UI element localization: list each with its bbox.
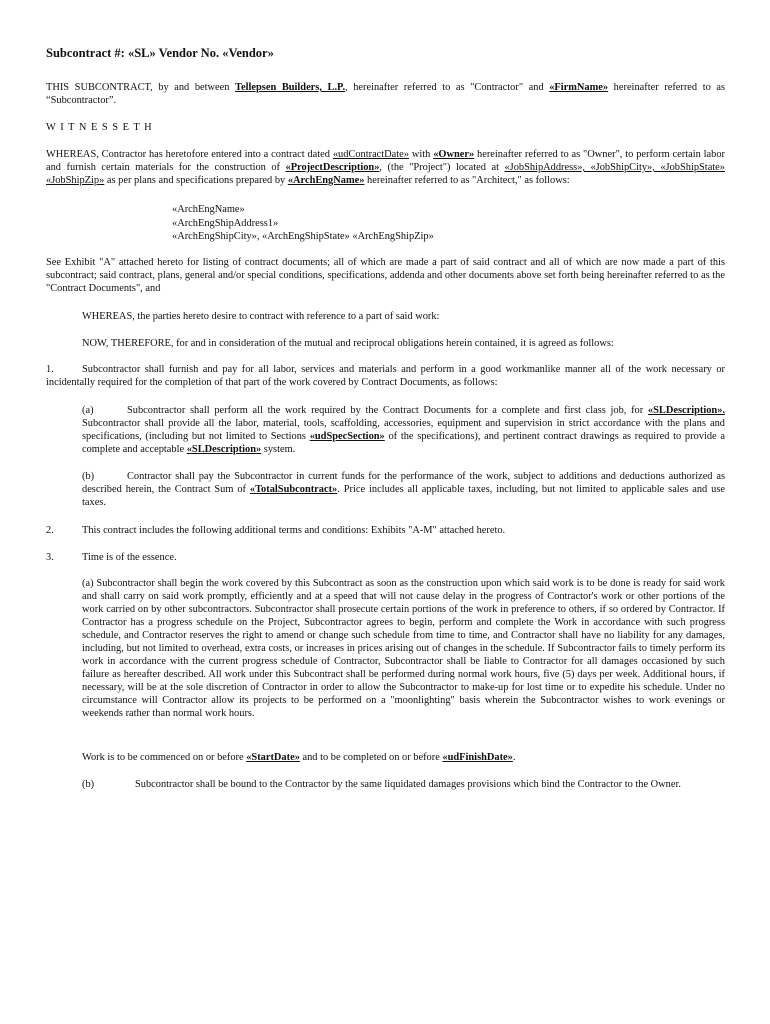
title-vendor-label: Vendor No. — [155, 46, 223, 60]
sl-description-field: «SLDescription» — [186, 444, 262, 455]
contract-date-field: «udContractDate» — [332, 149, 409, 160]
architect-address-line: «ArchEngShipAddress1» — [172, 217, 279, 229]
owner-field: «Owner» — [433, 149, 475, 160]
architect-city-state-zip-line: «ArchEngShipCity», «ArchEngShipState» «ArchEngShipZip» — [172, 231, 434, 242]
spec-section-field: «udSpecSection» — [309, 431, 385, 442]
section-1b: (b) Contractor shall pay the Subcontractor in current funds for the performance of the work, subject to additions and deductions authorized as described herein, the Contract Sum of «TotalSubcontract». Price includes all applicable taxes, including, but not limited to applicable sales and use taxes. — [82, 471, 725, 508]
work-dates-paragraph: Work is to be commenced on or before «StartDate» and to be completed on or before «udFinishDate». — [82, 752, 516, 763]
clause-label: (a) — [82, 405, 94, 416]
total-subcontract-field: «TotalSubcontract» — [249, 484, 338, 495]
section-2: 2. This contract includes the following additional terms and conditions: Exhibits "A-M" attached hereto. — [46, 525, 506, 536]
now-therefore-paragraph: NOW, THEREFORE, for and in consideration of the mutual and reciprocal obligations herein contained, it is agreed as follows: — [82, 338, 614, 349]
witnesseth-heading: W I T N E S S E T H — [46, 122, 153, 133]
architect-name-field: «ArchEngName» — [287, 175, 365, 186]
finish-date-field: «udFinishDate» — [442, 752, 513, 763]
section-number: 3. — [46, 552, 54, 563]
sl-field: «SL» — [127, 46, 156, 60]
clause-label: (b) — [82, 471, 95, 482]
firm-name-field: «FirmName» — [549, 82, 609, 93]
clause-label: (b) — [82, 779, 95, 790]
intro-paragraph: THIS SUBCONTRACT, by and between Tellepsen Builders, L.P., hereinafter referred to as "Contractor" and «FirmName» hereinafter referred to as “Subcontractor”. — [46, 82, 726, 106]
vendor-field: «Vendor» — [222, 46, 274, 60]
section-3: 3. Time is of the essence. — [46, 552, 177, 563]
page-title — [46, 46, 274, 61]
section-1a: (a) Subcontractor shall perform all the work required by the Contract Documents for a complete and first class job, for «SLDescription». Subcontractor shall provide all the labor, material, tools, scaffolding, accessories, equipment and supervision in strict accordance with the plans and specifications, (including but not limited to Sections «udSpecSection» of the specifications), and pertinent contract drawings as required to provide a complete and acceptable «SLDescription» system. — [82, 405, 725, 455]
section-3b: (b) Subcontractor shall be bound to the Contractor by the same liquidated damages provisions which bind the Contractor to the Owner. — [82, 779, 681, 790]
section-1: 1. Subcontractor shall furnish and pay for all labor, services and materials and perform in a good workmanlike manner all of the work necessary or incidentally required for the completion of that part of the work covered by Contract Documents, as follows: — [46, 364, 725, 388]
section-number: 1. — [46, 364, 54, 375]
section-3a: (a) Subcontractor shall begin the work covered by this Subcontract as soon as the construction upon which said work is to be done is ready for said work and shall carry on said work promptly, efficiently and at a speed that will not cause delay in the progress of Contractor's work or other portions of the work carried on by other subcontractors. Subcontractor shall prosecute certain portions of the work in preference to others, if so ordered by Contractor. If Contractor has a progress schedule on the Project, Subcontractor agrees to begin, perform and complete the Work in accordance with such progress schedule, and Contractor reserves the right to amend or change such schedule from time to time, and Contractor shall have no liability for any damages, including, but not limited to overhead, extra costs, or increases in prices arising out of changes in the schedule. If Subcontractor fails to timely perform its work in accordance with the current progress schedule of Contractor, Subcontractor shall be liable to Contractor for all damages occasioned by such failure as hereafter described. All work under this Subcontract shall be performed during normal work hours, five (5) days per week. Additional hours, if necessary, will be at the sole discretion of Contractor in order to allow the Subcontractor to make-up for lost time or to expedite his schedule. Under no circumstance will Contractor allow its projects to be performed on a "moonlighting" basis wherein the Subcontractor wishes to work evenings or weekends rather than normal work hours. — [82, 578, 725, 719]
architect-address-block — [172, 203, 434, 244]
exhibit-a-paragraph: See Exhibit "A" attached hereto for listing of contract documents; all of which are made a part of said contract and all of which are now made a part of this subcontract; said contract, plans, general and/or special conditions, specifications, addenda and other documents above set forth being hereinafter referred to as the "Contract Documents", and — [46, 257, 725, 294]
contractor-name: Tellepsen Builders, L.P. — [235, 82, 346, 93]
whereas-paragraph-1: WHEREAS, Contractor has heretofore entered into a contract dated «udContractDate» with «Owner» hereinafter referred to as "Owner", to perform certain labor and furnish certain materials for the construction of «ProjectDescription», (the "Project") located at «JobShipAddress», «JobShipCity», «JobShipState» «JobShipZip» as per plans and specifications prepared by «ArchEngName» hereinafter referred to as "Architect," as follows: — [46, 149, 725, 186]
architect-name-line: «ArchEngName» — [172, 204, 245, 215]
project-description-field: «ProjectDescription» — [285, 162, 380, 173]
start-date-field: «StartDate» — [246, 752, 300, 763]
sl-description-field: «SLDescription». — [647, 405, 725, 416]
whereas-paragraph-2: WHEREAS, the parties hereto desire to contract with reference to a part of said work: — [82, 311, 440, 322]
title-prefix: Subcontract #: — [46, 46, 128, 60]
job-ship-address-field: «JobShipAddress», «JobShipCity», «JobShipState» «JobShipZip» — [46, 162, 725, 186]
section-number: 2. — [46, 525, 54, 536]
